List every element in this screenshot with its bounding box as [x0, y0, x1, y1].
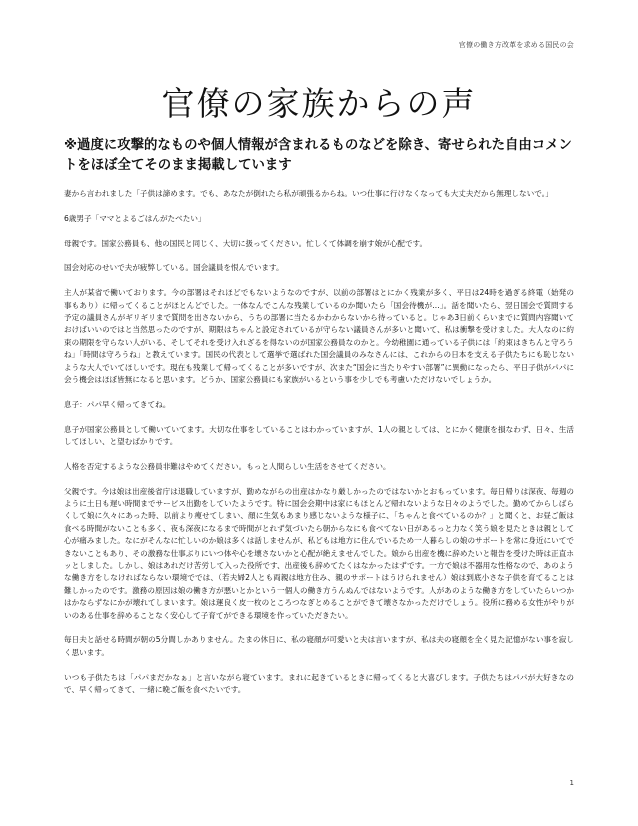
comment-item: 母親です。国家公務員も、他の国民と同じく、大切に扱ってください。忙しくて体調を崩す娘が心配です。 — [64, 238, 428, 248]
comment-item: 息子が国家公務員として働いていてます。大切な仕事をしていることはわかっていますが、1人の親としては、とにかく健康を損なわず、日々、生活してほしい、と望むばかりです。 — [64, 424, 574, 447]
comment-item: 主人が某省で働いております。今の部署はそれほどでもないようなのですが、以前の部署はとにかく残業が多く、平日は24時を過ぎる終電（始発の事もあり）に帰ってくることがほとんどでした。一体なんでこんな残業しているのか聞いたら「国会待機が…」。話を聞いたら、翌日国会で質問する予定の議員さんがギリギリまで質問を出さないから、うちの部署に当たるかわからないから待っていると。じゃあ3日前くらいまでに質問内容聞いておけばいいのではと当然思ったのですが、期限はちゃんと設定されているが守らない議員さんが多いと聞いて、私は衝撃を受けました。大人なのに約束の期限を守らない人がいる、そしてそれを受け入れざるを得ないのが国家公務員なのかと。今幼稚園に通っている子供には「約束はきちんと守ろうね」「時間は守ろうね」と教えています。国民の代表として選挙で選ばれた国会議員のみなさんには、これからの日本を支える子供たちにも恥じないような大人でいてほしいです。現在も残業して帰ってくることが多いですが、次また“国会に当たりやすい部署”に異動になったら、平日子供がパパに会う機会はほぼ皆無になると思います。どうか、国家公務員にも家族がいるという事を少しでも考慮いただけないでしょうか。 — [64, 288, 574, 385]
comment-list — [64, 188, 574, 709]
comment-item: 国会対応のせいで夫が疲弊している。国会議員を恨んでいます。 — [64, 263, 284, 273]
comment-item: 妻から言われました「子供は諦めます。でも、あなたが倒れたら私が頑張るからね。いつ仕事に行けなくなっても大丈夫だから無理しないで。」 — [64, 189, 554, 198]
page-title: 官僚の家族からの声 — [161, 84, 477, 123]
page-subtitle: ※過度に攻撃的なものや個人情報が含まれるものなどを除き、寄せられた自由コメントをほぼ全てそのまま掲載しています — [64, 138, 572, 173]
page-number: 1 — [569, 779, 574, 787]
header-organization: 官僚の働き方改革を求める国民の会 — [458, 41, 574, 49]
comment-item: 父親です。今は娘は出産後省庁は退職していますが、勤めながらの出産はかなり厳しかったのではないかとおもっています。毎日帰りは深夜、毎週のように土日も遅い時間までサービス出勤をしていたようです。特に国会会期中は家にもほとんど帰れないような日々のようでした。勤めてからしばらくして娘に久々にあった時、以前より痩せてしまい、顔に生気もあまり感じないような様子に、「ちゃんと食べているのか？」と聞くと、お昼ご飯は食べる時間がないことも多く、夜も深夜になるまで時間がとれず気づいたら朝からなにも食べてない日があるっと力なく笑う娘を見たときは親として心が痛みました。なにがそんなに忙しいのか娘は多くは話しませんが、私どもは地方に住んでいるため一人暮らしの娘のサポートを常に身近にいてできないこともあり、その激務な仕事ぶりにいつ体や心を壊さないかと心配が絶えませんでした。娘から出産を機に辞めたいと報告を受けた時は正直ホッとしました。しかし、娘はあれだけ苦労して入った役所です、出産後も辞めてたくはなかったはずです。一方で娘は不器用な性格なので、あのような働き方をしなければならない環境ででは、（若夫婦2人とも両親は地方住み、親のサポートはうけられません）娘は到底小さな子供を育てることは難しかったのです。激務の原因は娘の働き方が悪いとかという一個人の働き方うんぬんではないようです。人があのような働き方をしていたらいつかはかならずなにかが壊れてしまいます。娘は運良く皮一枚のところつなぎとめることができて壊さなかっただけでしょう。役所に務める女性がやりがいのある仕事を辞めることなく安心して子育てができる環境を作っていただきたい。 — [64, 486, 574, 620]
comment-item: いつも子供たちは「パパまだかなぁ」と言いながら寝ています。まれに起きているときに帰ってくると大喜びします。子供たちはパパが大好きなので、早く帰ってきて、一緒に晩ご飯を食べたいです。 — [64, 672, 574, 695]
comment-item: 6歳男子「ママとよるごはんがたべたい」 — [64, 213, 206, 223]
comment-item: 息子：パパ早く帰ってきてね。 — [64, 399, 171, 409]
comment-item: 人格を否定するような公務員非難はやめてください。もっと人間らしい生活をさせてください。 — [64, 461, 391, 471]
comment-item: 毎日夫と話せる時間が朝の5分間しかありません。たまの休日に、私の寝顔が可愛いと夫は言いますが、私は夫の寝顔を全く見た記憶がない事を寂しく思います。 — [64, 635, 574, 657]
